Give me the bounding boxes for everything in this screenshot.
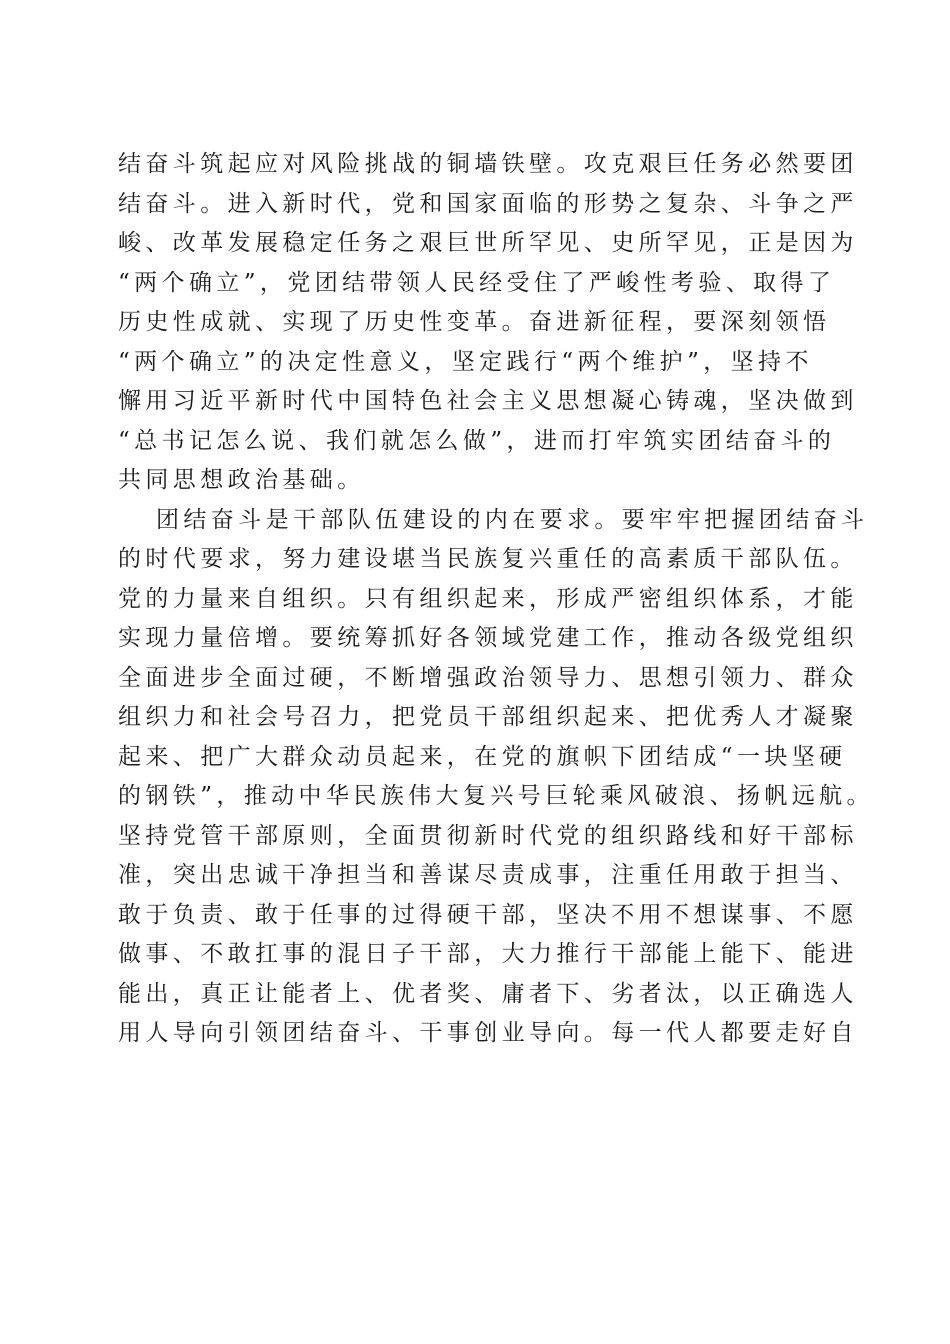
text-line: 历史性成就、实现了历史性变革。奋进新征程，要深刻领悟 [118,309,831,335]
text-line: 结奋斗。进入新时代，党和国家面临的形势之复杂、斗争之严 [118,190,858,217]
text-line: 用人导向引领团结奋斗、干事创业导向。每一代人都要走好自 [118,1020,858,1046]
text-line: 的时代要求，努力建设堪当民族复兴重任的高素质干部队伍。 [118,546,858,572]
text-line: 共同思想政治基础。 [118,467,365,493]
text-line: “两个确立”的决定性意义，坚定践行“两个维护”，坚持不 [118,348,813,375]
text-line: 懈用习近平新时代中国特色社会主义思想凝心铸魂，坚决做到 [118,388,858,414]
text-line: 党的力量来自组织。只有组织起来，形成严密组织体系，才能 [118,585,858,612]
text-line: 敢于负责、敢于任事的过得硬干部，坚决不用不想谋事、不愿 [118,901,858,928]
paragraph-2 [118,501,874,1054]
text-line: 准，突出忠诚干净担当和善谋尽责成事，注重任用敢于担当、 [118,862,858,888]
paragraph-1 [118,145,858,501]
text-line: “总书记怎么说、我们就怎么做”，进而打牢筑实团结奋斗的 [118,427,836,454]
text-line: 做事、不敢扛事的混日子干部，大力推行干部能上能下、能进 [118,941,858,967]
text-line: 全面进步全面过硬，不断增强政治领导力、思想引领力、群众 [118,664,858,691]
text-line: 能出，真正让能者上、优者奖、庸者下、劣者汰，以正确选人 [118,980,858,1007]
text-line: 起来、把广大群众动员起来，在党的旗帜下团结成“一块坚硬 [118,743,847,770]
text-line: 实现力量倍增。要统筹抓好各领域党建工作，推动各级党组织 [118,625,858,651]
text-line-indented: 团结奋斗是干部队伍建设的内在要求。要牢牢把握团结奋斗 [156,506,869,533]
text-line: 的钢铁”，推动中华民族伟大复兴号巨轮乘风破浪、扬帆远航。 [118,783,874,809]
text-line: “两个确立”，党团结带领人民经受住了严峻性考验、取得了 [118,269,836,296]
text-line: 组织力和社会号召力，把党员干部组织起来、把优秀人才凝聚 [118,704,858,730]
text-line: 结奋斗筑起应对风险挑战的铜墙铁壁。攻克艰巨任务必然要团 [118,151,858,177]
text-line: 坚持党管干部原则，全面贯彻新时代党的组织路线和好干部标 [118,822,858,849]
text-line: 峻、改革发展稳定任务之艰巨世所罕见、史所罕见，正是因为 [118,230,858,256]
document-body [118,145,874,1054]
